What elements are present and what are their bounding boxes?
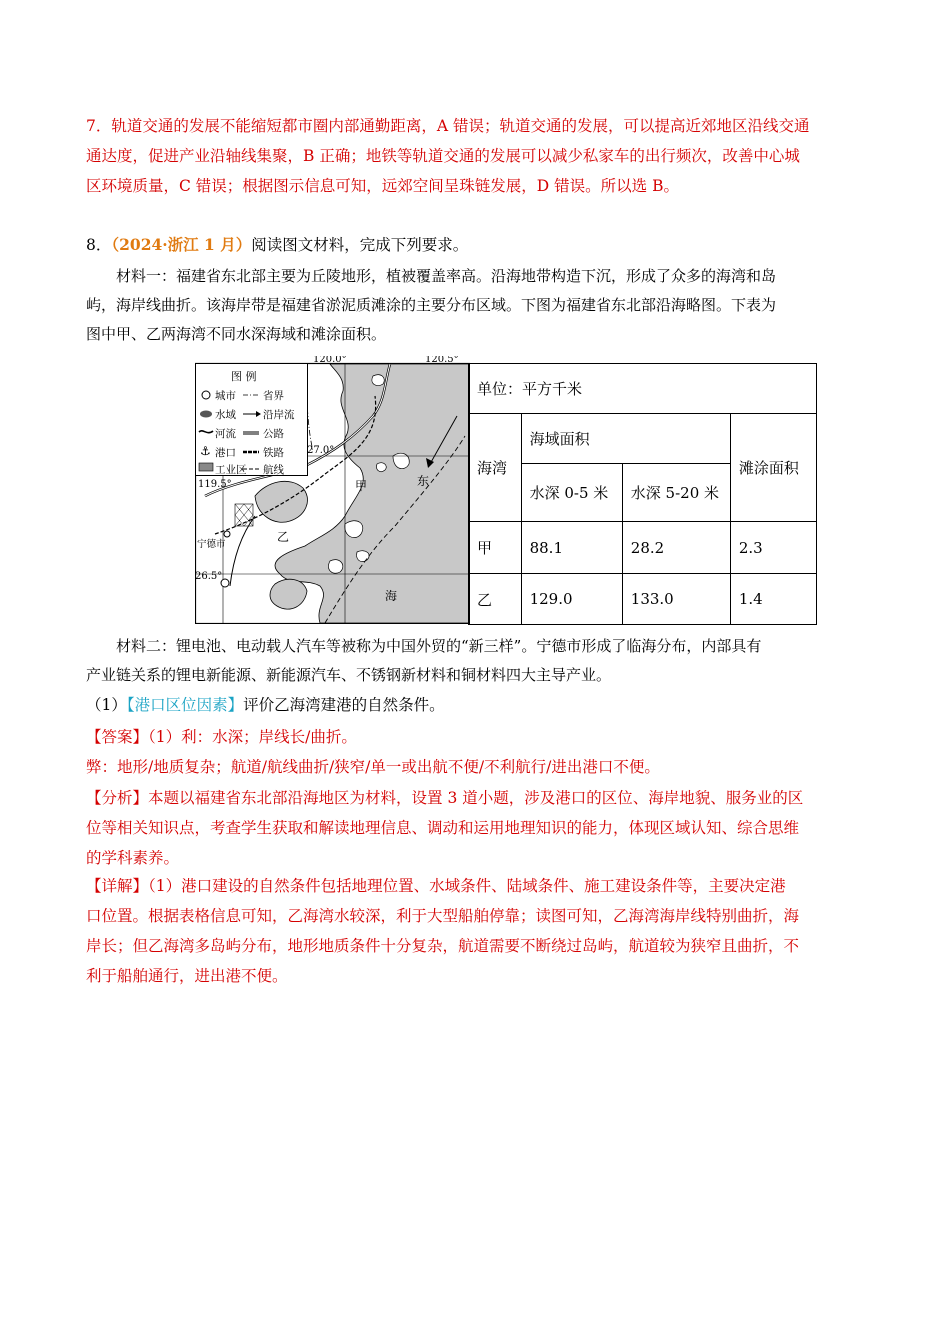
q7-line: 区环境质量，C 错误；根据图示信息可知，远郊空间呈珠链发展，D 错误。所以选 B。: [86, 177, 679, 195]
legend-city: 城市: [215, 390, 236, 402]
industrial-symbol-icon: [199, 463, 213, 471]
q7-line: 7．轨道交通的发展不能缩短都市圈内部通勤距离，A 错误；轨道交通的发展，可以提高近郊地区沿线交通: [86, 117, 810, 135]
detail-block: [86, 871, 866, 991]
answer-line: 弊：地形/地质复杂；航道/航线曲折/狭窄/单一或出航不便/不利航行/进出港口不便。: [86, 758, 660, 776]
table-row: [469, 522, 817, 574]
q7-explanation: [86, 111, 866, 201]
detail-line: 口位置。根据表格信息可知，乙海湾水较深，利于大型船舶停靠；读图可知，乙海湾海岸线特别曲折，海: [86, 907, 800, 925]
figure: [195, 356, 817, 624]
material-two-line: 产业链关系的锂电新能源、新能源汽车、不锈钢新材料和铜材料四大主导产业。: [86, 666, 612, 684]
row-tidal: 2.3: [730, 522, 816, 574]
legend-port: 港口: [215, 447, 236, 459]
label-hai: 海: [385, 589, 398, 603]
sub-question-prefix: （1）: [86, 696, 127, 714]
q7-line: 通达度，促进产业沿轴线集聚，B 正确；地铁等轨道交通的发展可以减少私家车的出行频次，改善中心城: [86, 147, 800, 165]
sub-question-tag: 【港口区位因素】: [126, 696, 244, 714]
label-jia: 甲: [355, 479, 368, 493]
material-one-line: 屿，海岸线曲折。该海岸带是福建省淤泥质滩涂的主要分布区域。下图为福建省东北部沿海略图。下表为: [86, 296, 777, 314]
q8-intro: 阅读图文材料，完成下列要求。: [251, 236, 469, 254]
material-two-line: 材料二：锂电池、电动载人汽车等被称为中国外贸的“新三样”。宁德市形成了临海分布，内部具有: [116, 637, 762, 655]
q8-stem: [86, 230, 866, 260]
header-sea-area: 海域面积: [521, 414, 730, 464]
legend-water: 水域: [215, 409, 236, 421]
material-one-line: 材料一：福建省东北部主要为丘陵地形，植被覆盖率高。沿海地带构造下沉，形成了众多的海湾和岛: [116, 267, 777, 285]
lon-label-119-5: 119.5°: [198, 479, 232, 490]
label-dong: 东: [417, 474, 430, 488]
analysis-tag: 【分析】: [86, 789, 149, 807]
label-yi: 乙: [277, 530, 290, 544]
row-depth1: 129.0: [521, 574, 622, 625]
legend-industrial: 工业区: [215, 464, 247, 476]
row-name: 乙: [469, 574, 522, 625]
answer-block: [86, 722, 866, 782]
q8-number: 8．: [86, 236, 112, 254]
header-tidal-area: 滩涂面积: [730, 414, 816, 522]
row-depth2: 28.2: [622, 522, 730, 574]
city-label: 宁德市: [197, 539, 226, 550]
row-depth2: 133.0: [622, 574, 730, 625]
header-bay: 海湾: [469, 414, 522, 522]
coastal-map: [195, 356, 470, 624]
sub-question-text: 评价乙海湾建港的自然条件。: [243, 696, 445, 714]
material-one: [86, 262, 866, 349]
legend-railway: 铁路: [263, 447, 284, 459]
answer-line: （1）利：水深；岸线长/曲折。: [148, 728, 357, 746]
legend-river: 河流: [215, 428, 236, 440]
table-row: [469, 574, 817, 625]
table-unit: 单位：平方千米: [469, 364, 817, 414]
q8-source-tag: （2024·浙江 1 月）: [111, 235, 252, 254]
material-two: [86, 632, 866, 690]
legend-route: 航线: [263, 464, 284, 476]
detail-line: 利于船舶通行，进出港不便。: [86, 967, 288, 985]
analysis-line: 本题以福建省东北部沿海地区为材料，设置 3 道小题，涉及港口的区位、海岸地貌、服务业的区: [148, 789, 804, 807]
sea-area-table: [468, 363, 817, 625]
legend-road: 公路: [263, 428, 284, 440]
material-one-line: 图中甲、乙两海湾不同水深海域和滩涂面积。: [86, 325, 387, 343]
lon-label-120: 120.0°: [313, 356, 347, 365]
row-name: 甲: [469, 522, 522, 574]
analysis-block: [86, 783, 866, 873]
analysis-line: 的学科素养。: [86, 849, 180, 867]
row-depth1: 88.1: [521, 522, 622, 574]
lat-label-26-5: 26.5°: [195, 571, 223, 582]
legend-current: 沿岸流: [263, 409, 295, 421]
row-tidal: 1.4: [730, 574, 816, 625]
lat-label-27: 27.0°: [307, 445, 335, 456]
answer-tag: 【答案】: [86, 728, 149, 746]
water-symbol-icon: [200, 411, 212, 418]
sub-question-1: [86, 690, 866, 720]
city-symbol-icon: [202, 391, 210, 399]
anchor-icon: ⚓: [200, 444, 211, 458]
analysis-line: 位等相关知识点，考查学生获取和解读地理信息、调动和运用地理知识的能力，体现区域认知、综合思维: [86, 819, 800, 837]
detail-tag: 【详解】: [86, 877, 149, 895]
detail-line: （1）港口建设的自然条件包括地理位置、水域条件、陆域条件、施工建设条件等，主要决定港: [148, 877, 786, 895]
detail-line: 岸长；但乙海湾多岛屿分布，地形地质条件十分复杂，航道需要不断绕过岛屿，航道较为狭窄且曲折，不: [86, 937, 800, 955]
header-depth-0-5: 水深 0-5 米: [521, 464, 622, 522]
header-depth-5-20: 水深 5-20 米: [622, 464, 730, 522]
lon-label-120-5: 120.5°: [425, 356, 459, 365]
legend-boundary: 省界: [263, 390, 284, 402]
legend-title: 图 例: [231, 370, 257, 383]
